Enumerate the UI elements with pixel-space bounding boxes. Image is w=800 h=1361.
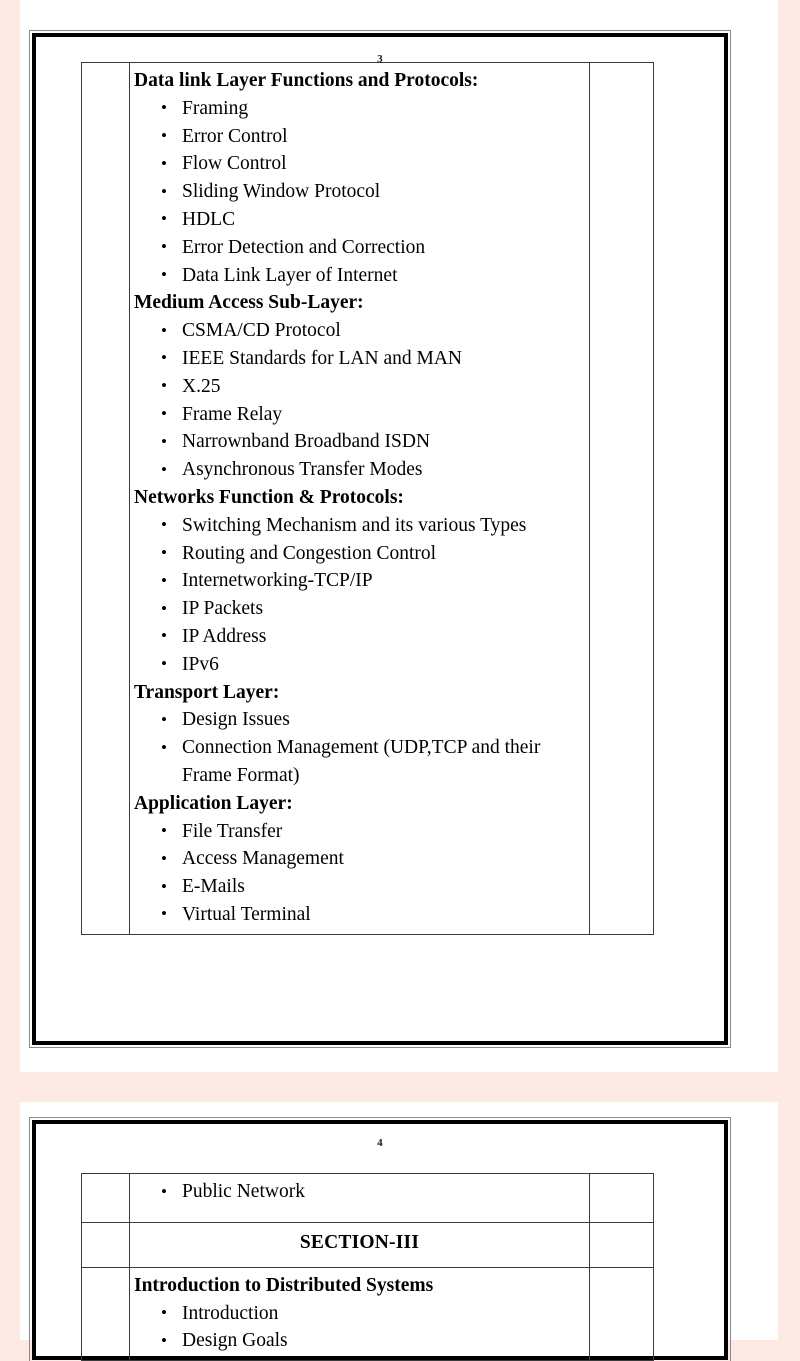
group-heading: Data link Layer Functions and Protocols:	[134, 70, 479, 91]
row-hours-cell	[590, 1174, 654, 1223]
group-heading: Introduction to Distributed Systems	[134, 1274, 434, 1296]
page-number-4: 4	[377, 1137, 383, 1149]
group-item-list	[134, 512, 583, 679]
row-hours-value	[590, 63, 653, 72]
row-hours-value	[590, 1268, 653, 1277]
list-item: • Error Detection and Correction	[134, 234, 583, 262]
list-item: • IPv6	[134, 651, 583, 679]
row-number-cell	[82, 63, 130, 935]
list-item: • Frame Relay	[134, 401, 583, 429]
list-item: • Introduction	[134, 1300, 583, 1328]
row-hours-cell	[590, 1223, 654, 1268]
content-block	[130, 1174, 589, 1211]
group-heading: Networks Function & Protocols:	[134, 486, 404, 508]
list-item: • X.25	[134, 373, 583, 401]
section-label: SECTION-III	[299, 1232, 420, 1253]
list-item: • Connection Management (UDP,TCP and their Frame Format)	[134, 734, 582, 790]
list-item: • Data Link Layer of Internet	[134, 262, 583, 290]
group-heading: Application Layer:	[134, 792, 293, 814]
row-hours-value	[590, 1174, 653, 1183]
list-item: • IP Address	[134, 623, 583, 651]
row-number-value	[82, 63, 129, 72]
group-item-list	[134, 1300, 583, 1356]
list-item: • File Transfer	[134, 818, 583, 846]
table-row	[82, 1174, 654, 1223]
table-row	[82, 1223, 654, 1268]
row-number-value	[82, 1174, 129, 1183]
table-row	[82, 63, 654, 935]
row-number-value	[82, 1223, 129, 1232]
group-item-list	[134, 818, 583, 929]
group-item-list	[134, 95, 583, 290]
row-number-value	[82, 1268, 129, 1277]
syllabus-table-page-4	[81, 1173, 654, 1361]
group-item-list	[134, 317, 583, 484]
list-item: • Internetworking-TCP/IP	[134, 567, 583, 595]
content-block	[130, 63, 589, 934]
row-hours-cell	[590, 63, 654, 935]
row-content-cell	[130, 1267, 590, 1360]
row-content-cell	[130, 63, 590, 935]
page-number-3: 3	[377, 53, 383, 65]
group-item-list	[134, 706, 583, 789]
list-item: • Design Issues	[134, 706, 583, 734]
list-item: • E-Mails	[134, 873, 583, 901]
list-item: • Flow Control	[134, 150, 583, 178]
list-item: • CSMA/CD Protocol	[134, 317, 583, 345]
row-hours-cell	[590, 1267, 654, 1360]
list-item: • Asynchronous Transfer Modes	[134, 456, 583, 484]
table-row	[82, 1267, 654, 1360]
group-heading: Transport Layer:	[134, 681, 280, 703]
list-item: • Design Goals	[134, 1327, 583, 1355]
section-header-cell	[130, 1223, 590, 1268]
group-heading: Medium Access Sub-Layer:	[134, 292, 364, 314]
list-item: • Switching Mechanism and its various Types	[134, 512, 582, 540]
list-item: • Sliding Window Protocol	[134, 178, 583, 206]
group-item-list	[134, 1178, 583, 1206]
list-item: • Public Network	[134, 1178, 583, 1206]
syllabus-table-page-3	[81, 62, 654, 935]
list-item: • Routing and Congestion Control	[134, 540, 583, 568]
list-item: • Access Management	[134, 845, 583, 873]
list-item: • Framing	[134, 95, 583, 123]
list-item: • HDLC	[134, 206, 583, 234]
list-item: • Narrownband Broadband ISDN	[134, 428, 583, 456]
row-content-cell	[130, 1174, 590, 1223]
row-number-cell	[82, 1174, 130, 1223]
row-hours-value	[590, 1223, 653, 1232]
content-block	[130, 1268, 589, 1360]
list-item: • IEEE Standards for LAN and MAN	[134, 345, 583, 373]
list-item: • IP Packets	[134, 595, 583, 623]
row-number-cell	[82, 1267, 130, 1360]
list-item: • Error Control	[134, 123, 583, 151]
list-item: • Virtual Terminal	[134, 901, 583, 929]
row-number-cell	[82, 1223, 130, 1268]
